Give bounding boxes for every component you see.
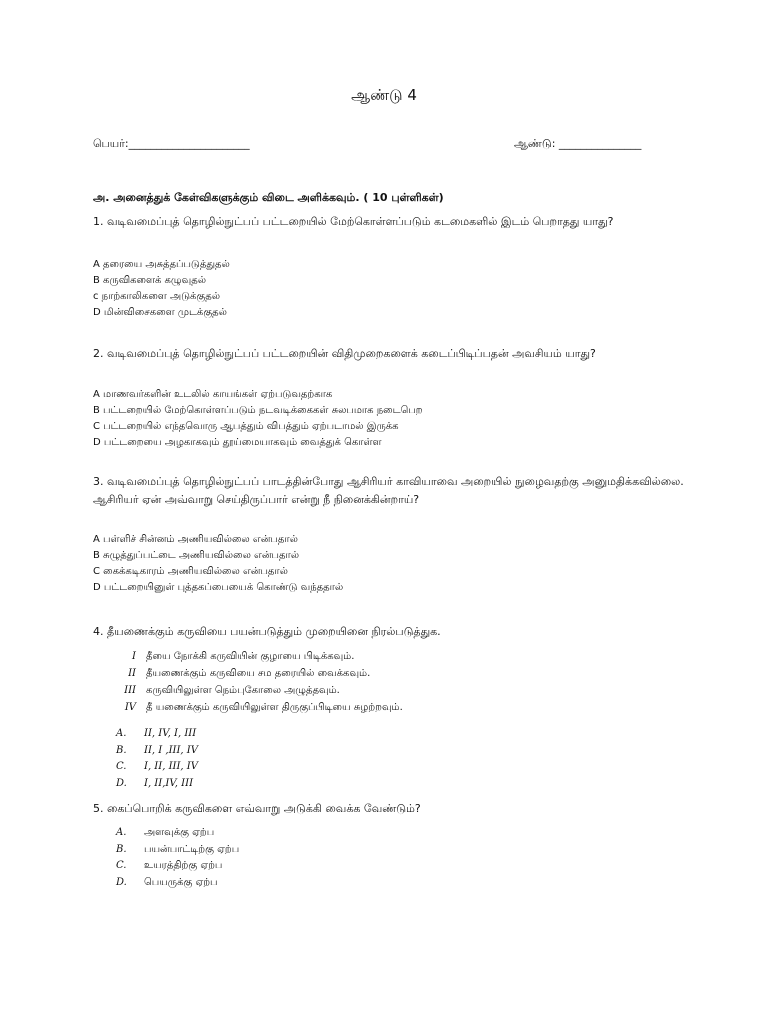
step-text: தீ யணைக்கும் கருவியிலுள்ள திருகுப்பிடியை சுழற்றவும். (146, 702, 403, 713)
option-c: C கைக்கடிகாரம் அணியவில்லை என்பதால் (93, 566, 288, 577)
step-item (118, 665, 403, 682)
choice-letter: B. (116, 744, 127, 756)
option-d: D மின்விசைகளை முடக்குதல் (93, 307, 227, 318)
step-text: கருவியிலுள்ள நெம்புகோலை அழுத்தவும். (146, 685, 340, 696)
year-field: ஆண்டு: _______________ (514, 137, 642, 150)
question-4: 4. தீயணைக்கும் கருவியை பயன்படுத்தும் முறையினை நிரல்படுத்துக. (93, 625, 441, 638)
question-4-choices (116, 726, 198, 792)
choice-text: உயரத்திற்கு ஏற்ப (144, 860, 223, 871)
choice-a (116, 726, 198, 743)
question-3: 3. வடிவமைப்புத் தொழில்நுட்பப் பாடத்தின்போது ஆசிரியர் காவியாவை அறையில் நுழைவதற்கு அனுமதிக்கவில்லை. ஆசிரியர் ஏன் அவ்வாறு செய்திருப்பார் என்று நீ நினைக்கின்றாய்? (93, 475, 684, 506)
choice-letter: D. (116, 876, 127, 888)
section-heading: அ. அனைத்துக் கேள்விகளுக்கும் விடை அளிக்கவும். ( 10 புள்ளிகள்) (93, 191, 444, 204)
question-5: 5. கைப்பொறிக் கருவிகளை எவ்வாறு அடுக்கி வைக்க வேண்டும்? (93, 802, 421, 815)
choice-a (116, 825, 239, 842)
choice-text: II, I ,III, IV (144, 744, 198, 756)
option-a: A தரையை அசுத்தப்படுத்துதல் (93, 259, 230, 270)
choice-text: I, II, III, IV (144, 761, 198, 772)
page-title: ஆண்டு 4 (351, 86, 417, 104)
step-item (118, 682, 403, 699)
option-d: D பட்டறையை அழகாகவும் தூய்மையாகவும் வைத்துக் கொள்ள (93, 437, 382, 448)
step-item (118, 648, 403, 665)
question-4-steps (118, 648, 403, 716)
option-a: A பள்ளிச் சின்னம் அணியவில்லை என்பதால் (93, 534, 298, 545)
question-2-options (93, 387, 423, 451)
step-number: IV (124, 702, 136, 713)
option-b: B சுழுத்துப்பட்டை அணியவில்லை என்பதால் (93, 550, 300, 561)
name-field: பெயர்:______________________ (93, 137, 250, 150)
option-b: B பட்டறையில் மேற்கொள்ளப்படும் நடவடிக்கைகள் சுலபமாக நடைபெற (93, 405, 423, 416)
choice-letter: D. (116, 777, 127, 789)
question-1: 1. வடிவமைப்புத் தொழில்நுட்பப் பட்டறையில் மேற்கொள்ளப்படும் கடமைகளில் இடம் பெறாதது யாது? (93, 215, 614, 228)
choice-letter: C. (116, 761, 127, 772)
option-b: B கருவிகளைக் கழுவுதல் (93, 275, 207, 286)
step-text: தீயை நோக்கி கருவியின் குழாயை பிடிக்கவும். (146, 651, 355, 662)
step-number: III (124, 685, 136, 696)
option-c: c நாற்காலிகளை அடுக்குதல் (93, 291, 221, 302)
choice-letter: B. (116, 843, 127, 855)
choice-letter: A. (116, 827, 127, 838)
step-number: II (128, 668, 136, 679)
choice-c (116, 858, 239, 875)
question-1-options (93, 257, 230, 321)
choice-c (116, 759, 198, 776)
choice-text: பெயருக்கு ஏற்ப (144, 876, 218, 888)
choice-b (116, 743, 198, 760)
choice-letter: C. (116, 860, 127, 871)
option-d: D பட்டறையினுள் புத்தகப்பையைக் கொண்டு வந்ததால் (93, 582, 344, 593)
choice-b (116, 842, 239, 859)
step-item (118, 699, 403, 716)
choice-d (116, 776, 198, 793)
question-5-choices (116, 825, 239, 891)
choice-text: II, IV, I, III (144, 728, 197, 739)
choice-text: I, II,IV, III (144, 777, 194, 789)
question-2: 2. வடிவமைப்புத் தொழில்நுட்பப் பட்டறையின் விதிமுறைகளைக் கடைப்பிடிப்பதன் அவசியம் யாது? (93, 347, 596, 360)
option-a: A மாணவர்களின் உடலில் காயங்கள் ஏற்படுவதற்காக (93, 389, 333, 400)
choice-text: பயன்பாட்டிற்கு ஏற்ப (144, 843, 240, 855)
question-3-options (93, 532, 343, 596)
choice-letter: A. (116, 728, 127, 739)
option-c: C பட்டறையில் எந்தவொரு ஆபத்தும் விபத்தும் ஏற்படாமல் இருக்க (93, 421, 399, 432)
choice-text: அளவுக்கு ஏற்ப (144, 827, 215, 838)
step-text: தீயணைக்கும் கருவியை சம தரையில் வைக்கவும். (146, 668, 371, 679)
choice-d (116, 875, 239, 892)
step-number: I (132, 651, 136, 662)
